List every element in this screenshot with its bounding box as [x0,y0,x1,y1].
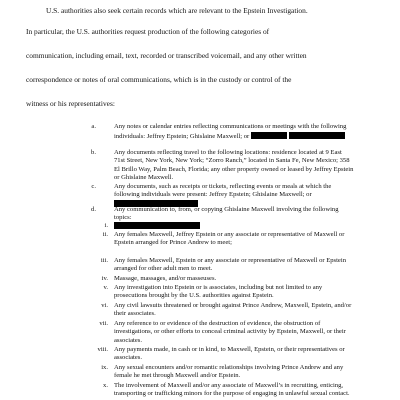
sub-item-text: Massage, massages, and/or masseuses. [114,275,217,282]
sub-item-label: v. [103,284,108,291]
intro-line-5: witness or his representatives: [26,99,115,108]
sub-item-label: vi. [101,302,108,309]
redaction-block [251,132,287,139]
sub-item-label: i. [104,222,108,229]
sub-item-text: Any reference to or evidence of the destruction of evidence, the obstruction of investigations, or other efforts to conceal criminal activity by Epstein, Maxwell, or their associates. [114,320,346,344]
sub-item-text: Any females Maxwell, Epstein or any associate or representative of Maxwell or Epstein arranged for other adult men to meet. [114,257,346,273]
sub-item-label: ii. [102,231,108,238]
sub-item-label: viii. [97,346,108,353]
sub-item-text: Any females Maxwell, Jeffrey Epstein or any associate or representative of Maxwell or Epstein arranged for Prince Andrew to meet; [114,231,345,247]
item-text: Any notes or calendar entries reflecting communications or meetings with the following individuals: Jeffrey Epstein; Ghislaine Maxwell; or [114,123,347,141]
sub-item-text: The involvement of Maxwell and/or any associate of Maxwell’s in recruiting, enticing, transporting or trafficking minors for the purpose of engaging in unlawful sexual contact. [114,382,350,398]
item-label: b. [91,149,96,156]
item-text: Any documents, such as receipts or tickets, reflecting events or meals at which the following individuals were present: Jeffrey Epstein; Ghislaine Maxwell; or [114,183,332,199]
sub-item-x [82,382,382,400]
item-label: a. [91,123,96,130]
sub-item-label: iii. [100,257,108,264]
item-label: d. [91,206,96,213]
intro-line-3: communication, including email, text, recorded or transcribed voicemail, and any other written [26,51,307,60]
item-text: Any communication to, from, or copying Ghislaine Maxwell involving the following topics: [114,206,339,222]
sub-item-label: x. [103,382,108,389]
intro-line-4: correspondence or notes of oral communications, which is in the custody or control of the [26,75,292,84]
sub-item-label: ix. [101,364,108,371]
redaction-block [114,222,200,229]
item-label: c. [91,183,96,190]
item-text: Any documents reflecting travel to the following locations: residence located at 9 East 71st Street, New York, New York; “Zorro Ranch,” located in Santa Fe, New Mexico; 358 El Brillo Way, Palm Beach, Florida; any other property owned or leased by Jeffrey Epstein or Ghislaine Maxwell. [114,149,354,181]
sub-item-label: iv. [101,275,108,282]
redaction-block [289,132,345,139]
sub-item-text: Any investigation into Epstein or is associates, including but not limited to any prosecutions brought by the U.S. authorities against Epstein. [114,284,323,300]
intro-line-1: U.S. authorities also seek certain records which are relevant to the Epstein Investigation. [46,6,308,15]
intro-line-2: In particular, the U.S. authorities request production of the following categories of [26,27,270,36]
sub-item-text: Any payments made, in cash or in kind, to Maxwell, Epstein, or their representatives or associates. [114,346,345,362]
sub-item-label: vii. [99,320,108,327]
sub-item-text: Any sexual encounters and/or romantic relationships involving Prince Andrew and any female he met through Maxwell and/or Epstein. [114,364,344,380]
sub-item-text: Any civil lawsuits threatened or brought against Prince Andrew, Maxwell, Epstein, and/or their associates. [114,302,352,318]
